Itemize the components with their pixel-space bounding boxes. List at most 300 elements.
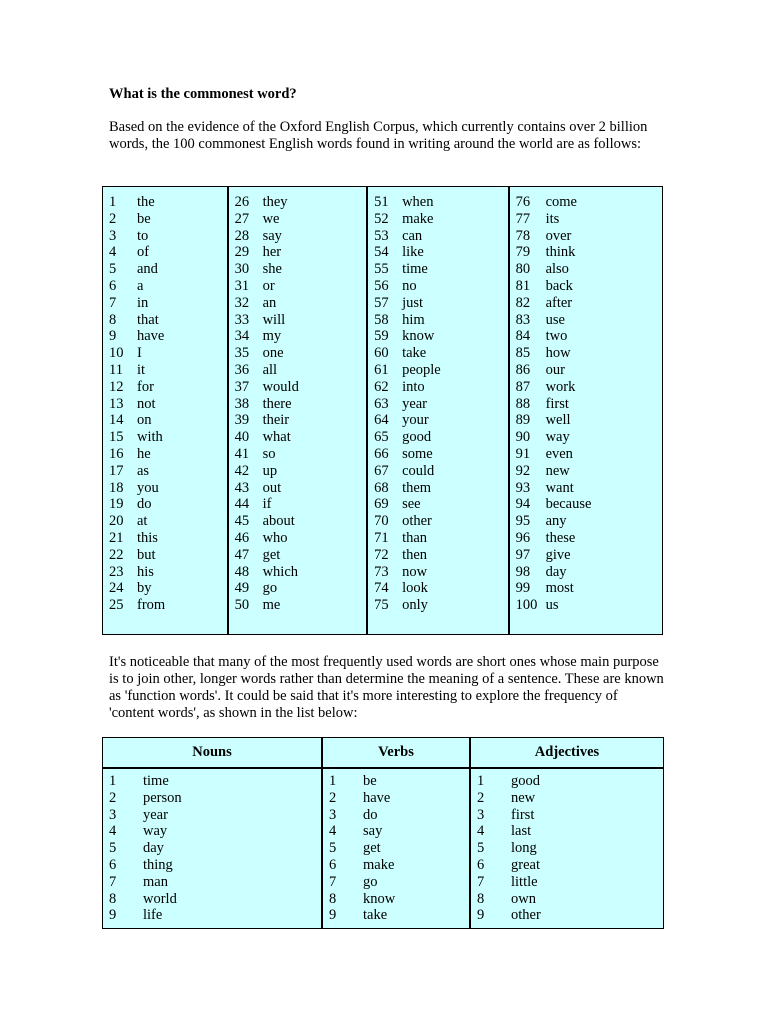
rank-number: 3	[109, 806, 117, 823]
word-row	[109, 362, 227, 379]
word-text: can	[402, 227, 423, 244]
word-text: not	[137, 395, 156, 412]
word-row	[109, 857, 321, 874]
rank-number: 92	[515, 462, 531, 479]
word-row	[109, 790, 321, 807]
word-text: world	[143, 890, 177, 907]
rank-number: 59	[374, 328, 389, 345]
word-text: people	[402, 361, 441, 378]
word-row	[516, 261, 662, 278]
rank-number: 99	[515, 580, 531, 597]
word-row	[235, 429, 367, 446]
word-text: little	[511, 873, 538, 890]
word-text: its	[545, 210, 560, 227]
content-column-verbs	[323, 738, 471, 928]
word-row	[109, 396, 227, 413]
word-row	[516, 463, 662, 480]
word-text: she	[262, 261, 282, 278]
word-text: first	[545, 395, 569, 412]
rank-number: 1	[477, 773, 485, 789]
rank-number: 32	[234, 294, 250, 311]
word-row	[109, 412, 227, 429]
word-row	[109, 874, 321, 891]
word-row	[109, 530, 227, 547]
word-text: his	[137, 563, 154, 580]
word-text: know	[363, 890, 396, 907]
word-text: own	[511, 890, 536, 907]
word-row	[235, 244, 367, 261]
word-text: by	[137, 580, 152, 597]
word-row	[374, 379, 508, 396]
column-header: Nouns	[103, 738, 321, 769]
word-row	[477, 790, 663, 807]
word-text: work	[545, 378, 576, 395]
word-text: about	[262, 513, 295, 530]
word-text: good	[402, 429, 432, 446]
rank-number: 37	[234, 378, 250, 395]
word-row	[477, 891, 663, 908]
rank-number: 15	[109, 429, 124, 446]
word-row	[374, 362, 508, 379]
word-text: there	[262, 395, 292, 412]
word-text: also	[545, 261, 569, 278]
word-row	[374, 597, 508, 614]
top-100-table	[102, 186, 663, 635]
rank-number: 9	[109, 328, 117, 345]
word-row	[516, 429, 662, 446]
word-row	[374, 228, 508, 245]
rank-number: 19	[109, 496, 124, 513]
rank-number: 8	[109, 890, 117, 907]
word-row	[109, 580, 227, 597]
rank-number: 71	[374, 529, 389, 546]
word-row	[374, 564, 508, 581]
word-row	[374, 295, 508, 312]
word-row	[374, 396, 508, 413]
word-row	[235, 261, 367, 278]
word-text: get	[262, 546, 281, 563]
word-text: if	[262, 496, 272, 513]
word-row	[516, 328, 662, 345]
rank-number: 6	[329, 856, 337, 873]
word-text: one	[262, 345, 284, 362]
word-row	[329, 773, 469, 790]
rank-number: 43	[234, 479, 250, 496]
word-text: say	[262, 227, 282, 244]
word-row	[109, 823, 321, 840]
word-text: from	[137, 597, 166, 614]
word-row	[516, 530, 662, 547]
word-text: take	[363, 907, 388, 924]
rank-number: 94	[515, 496, 531, 513]
rank-number: 52	[374, 210, 389, 227]
word-row	[374, 480, 508, 497]
word-row	[374, 496, 508, 513]
word-row	[516, 580, 662, 597]
word-row	[235, 564, 367, 581]
word-row	[516, 295, 662, 312]
word-row	[329, 907, 469, 924]
word-row	[516, 547, 662, 564]
word-row	[109, 328, 227, 345]
rank-number: 22	[109, 546, 124, 563]
rank-number: 86	[515, 361, 531, 378]
word-row	[235, 580, 367, 597]
word-row	[516, 597, 662, 614]
rank-number: 56	[374, 277, 389, 294]
word-text: but	[137, 546, 156, 563]
word-text: who	[262, 529, 288, 546]
rank-number: 34	[234, 328, 250, 345]
word-row	[516, 194, 662, 211]
rank-number: 9	[329, 907, 337, 924]
word-text: new	[545, 462, 570, 479]
word-text: out	[262, 479, 282, 496]
word-text: after	[545, 294, 573, 311]
word-row	[235, 345, 367, 362]
word-text: man	[143, 873, 168, 890]
word-text: last	[511, 823, 532, 840]
word-row	[329, 823, 469, 840]
rank-number: 60	[374, 345, 389, 362]
rank-number: 42	[234, 462, 250, 479]
word-row	[109, 278, 227, 295]
rank-number: 5	[477, 840, 485, 857]
word-row	[235, 295, 367, 312]
word-row	[329, 790, 469, 807]
rank-number: 61	[374, 361, 389, 378]
word-row	[235, 211, 367, 228]
rank-number: 13	[109, 395, 124, 412]
word-text: come	[545, 194, 577, 210]
word-text: look	[402, 580, 428, 597]
word-text: life	[143, 907, 163, 924]
rank-number: 3	[109, 227, 117, 244]
rank-number: 18	[109, 479, 124, 496]
word-row	[235, 480, 367, 497]
word-row	[235, 547, 367, 564]
rank-number: 6	[109, 277, 117, 294]
word-row	[109, 446, 227, 463]
rank-number: 51	[374, 194, 389, 210]
rank-number: 8	[477, 890, 485, 907]
intro-paragraph: Based on the evidence of the Oxford English Corpus, which currently contains over 2 billion words, the 100 commonest English words found in writing around the world are as follows:	[109, 119, 648, 152]
word-text: do	[363, 806, 378, 823]
rank-number: 44	[234, 496, 250, 513]
word-row	[516, 496, 662, 513]
page-heading: What is the commonest word?	[109, 86, 297, 102]
word-row	[109, 773, 321, 790]
word-row	[109, 891, 321, 908]
word-row	[374, 513, 508, 530]
word-row	[516, 278, 662, 295]
word-row	[374, 463, 508, 480]
word-row	[235, 312, 367, 329]
word-text: us	[545, 597, 559, 614]
word-row	[516, 396, 662, 413]
word-row	[109, 295, 227, 312]
word-text: him	[402, 311, 425, 328]
word-row	[109, 564, 227, 581]
rank-number: 57	[374, 294, 389, 311]
rank-number: 63	[374, 395, 389, 412]
word-row	[235, 379, 367, 396]
rank-number: 82	[515, 294, 531, 311]
rank-number: 73	[374, 563, 389, 580]
word-row	[235, 362, 367, 379]
word-text: well	[545, 412, 571, 429]
rank-number: 53	[374, 227, 389, 244]
rank-number: 62	[374, 378, 389, 395]
word-text: just	[402, 294, 424, 311]
word-text: our	[545, 361, 565, 378]
word-text: do	[137, 496, 152, 513]
word-text: back	[545, 277, 573, 294]
word-row	[235, 228, 367, 245]
word-row	[109, 597, 227, 614]
word-row	[374, 530, 508, 547]
word-row	[235, 194, 367, 211]
word-row	[235, 463, 367, 480]
word-row	[235, 412, 367, 429]
function-words-paragraph: It's noticeable that many of the most frequently used words are short ones whose main purpose is to join other, longer words rather than determine the meaning of a sentence. These are known as 'function words'. It could be said that it's more interesting to explore the frequency of 'content words', as shown in the list below:	[109, 654, 664, 721]
word-text: as	[137, 462, 150, 479]
word-text: all	[262, 361, 278, 378]
rank-number: 49	[234, 580, 250, 597]
word-text: most	[545, 580, 574, 597]
word-text: at	[137, 513, 148, 530]
rank-number: 66	[374, 445, 389, 462]
word-row	[374, 312, 508, 329]
rank-number: 40	[234, 429, 250, 446]
rank-number: 54	[374, 244, 389, 261]
content-column-adjectives	[471, 738, 663, 928]
word-row	[109, 261, 227, 278]
word-row	[374, 446, 508, 463]
word-text: or	[262, 277, 275, 294]
word-text: your	[402, 412, 429, 429]
rank-number: 80	[515, 261, 531, 278]
word-text: over	[545, 227, 572, 244]
word-text: he	[137, 445, 151, 462]
word-text: way	[545, 429, 570, 446]
rank-number: 47	[234, 546, 250, 563]
word-row	[374, 278, 508, 295]
word-row	[329, 840, 469, 857]
word-row	[516, 345, 662, 362]
word-text: me	[262, 597, 281, 614]
word-row	[235, 396, 367, 413]
word-text: great	[511, 856, 540, 873]
word-row	[477, 823, 663, 840]
word-row	[109, 496, 227, 513]
rank-number: 50	[234, 597, 250, 614]
word-text: what	[262, 429, 291, 446]
word-row	[516, 362, 662, 379]
word-text: into	[402, 378, 425, 395]
word-text: up	[262, 462, 278, 479]
rank-number: 79	[515, 244, 531, 261]
word-row	[516, 480, 662, 497]
word-row	[109, 907, 321, 924]
word-text: time	[402, 261, 428, 278]
word-text: know	[402, 328, 435, 345]
word-text: could	[402, 462, 435, 479]
word-text: to	[137, 227, 149, 244]
word-row	[109, 345, 227, 362]
rank-number: 84	[515, 328, 531, 345]
rank-number: 89	[515, 412, 531, 429]
rank-number: 10	[109, 345, 124, 362]
rank-number: 2	[109, 789, 117, 806]
word-text: with	[137, 429, 163, 446]
rank-number: 26	[234, 194, 250, 210]
column-header: Adjectives	[471, 738, 663, 769]
rank-number: 81	[515, 277, 531, 294]
word-text: it	[137, 361, 146, 378]
rank-number: 16	[109, 445, 124, 462]
rank-number: 27	[234, 210, 250, 227]
rank-number: 58	[374, 311, 389, 328]
word-row	[374, 211, 508, 228]
word-row	[109, 480, 227, 497]
word-row	[374, 429, 508, 446]
word-text: because	[545, 496, 592, 513]
word-text: her	[262, 244, 282, 261]
word-row	[329, 857, 469, 874]
word-text: long	[511, 840, 537, 857]
rank-number: 7	[477, 873, 485, 890]
word-row	[477, 840, 663, 857]
word-text: them	[402, 479, 432, 496]
word-text: my	[262, 328, 282, 345]
word-row	[477, 907, 663, 924]
rank-number: 77	[515, 210, 531, 227]
word-row	[516, 564, 662, 581]
word-row	[329, 874, 469, 891]
rank-number: 45	[234, 513, 250, 530]
rank-number: 48	[234, 563, 250, 580]
word-row	[516, 379, 662, 396]
word-text: that	[137, 311, 159, 328]
word-row	[109, 379, 227, 396]
word-text: any	[545, 513, 567, 530]
rank-number: 69	[374, 496, 389, 513]
rank-number: 78	[515, 227, 531, 244]
word-text: make	[363, 856, 395, 873]
word-row	[516, 244, 662, 261]
rank-number: 83	[515, 311, 531, 328]
word-text: be	[363, 773, 377, 789]
word-text: no	[402, 277, 417, 294]
word-text: take	[402, 345, 427, 362]
rank-number: 39	[234, 412, 250, 429]
rank-number: 75	[374, 597, 389, 614]
rank-number: 91	[515, 445, 531, 462]
word-text: be	[137, 210, 151, 227]
word-text: new	[511, 789, 536, 806]
rank-number: 4	[109, 823, 117, 840]
rank-number: 1	[109, 773, 117, 789]
word-text: have	[363, 789, 391, 806]
rank-number: 2	[109, 210, 117, 227]
word-row	[374, 345, 508, 362]
word-text: I	[137, 345, 142, 362]
rank-number: 12	[109, 378, 124, 395]
rank-number: 4	[477, 823, 485, 840]
rank-number: 1	[109, 194, 117, 210]
word-row	[516, 446, 662, 463]
rank-number: 74	[374, 580, 389, 597]
rank-number: 5	[109, 261, 117, 278]
word-row	[235, 328, 367, 345]
word-row	[374, 194, 508, 211]
word-text: for	[137, 378, 154, 395]
rank-number: 41	[234, 445, 250, 462]
word-row	[516, 228, 662, 245]
word-row	[477, 773, 663, 790]
top-100-column-2	[229, 187, 369, 634]
word-text: now	[402, 563, 428, 580]
word-text: use	[545, 311, 565, 328]
word-text: say	[363, 823, 383, 840]
word-row	[516, 513, 662, 530]
rank-number: 68	[374, 479, 389, 496]
word-text: make	[402, 210, 434, 227]
rank-number: 65	[374, 429, 389, 446]
word-text: even	[545, 445, 573, 462]
word-text: these	[545, 529, 576, 546]
word-row	[374, 547, 508, 564]
word-text: way	[143, 823, 168, 840]
rank-number: 7	[109, 294, 117, 311]
rank-number: 5	[329, 840, 337, 857]
word-text: two	[545, 328, 568, 345]
rank-number: 14	[109, 412, 124, 429]
word-text: want	[545, 479, 574, 496]
rank-number: 98	[515, 563, 531, 580]
rank-number: 72	[374, 546, 389, 563]
rank-number: 8	[109, 311, 117, 328]
rank-number: 2	[477, 789, 485, 806]
word-row	[235, 597, 367, 614]
word-row	[329, 807, 469, 824]
word-text: other	[402, 513, 432, 530]
rank-number: 35	[234, 345, 250, 362]
word-text: they	[262, 194, 288, 210]
word-text: a	[137, 277, 144, 294]
rank-number: 28	[234, 227, 250, 244]
rank-number: 38	[234, 395, 250, 412]
rank-number: 85	[515, 345, 531, 362]
rank-number: 100	[515, 597, 538, 614]
word-row	[109, 429, 227, 446]
rank-number: 88	[515, 395, 531, 412]
word-row	[109, 312, 227, 329]
rank-number: 31	[234, 277, 250, 294]
word-text: when	[402, 194, 434, 210]
rank-number: 3	[477, 806, 485, 823]
word-row	[374, 244, 508, 261]
word-text: will	[262, 311, 286, 328]
rank-number: 30	[234, 261, 250, 278]
word-row	[374, 580, 508, 597]
rank-number: 2	[329, 789, 337, 806]
top-100-column-1	[103, 187, 229, 634]
word-text: year	[143, 806, 168, 823]
rank-number: 90	[515, 429, 531, 446]
rank-number: 6	[477, 856, 485, 873]
